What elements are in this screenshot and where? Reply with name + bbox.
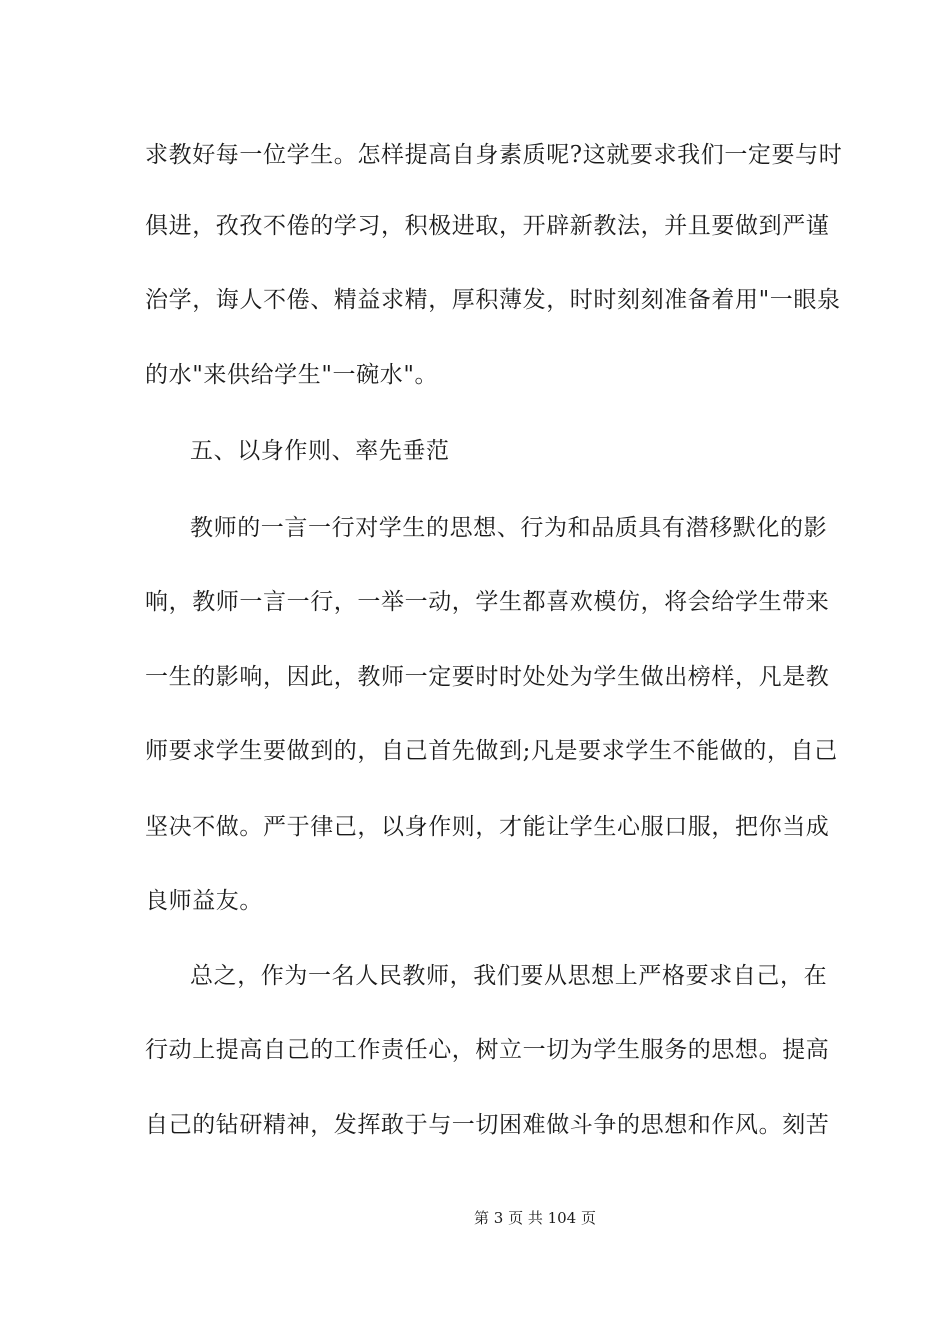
text-line: 良师益友。 bbox=[145, 888, 263, 914]
text-line: 的水"来供给学生"一碗水"。 bbox=[145, 362, 439, 388]
text-line: 自己的钻研精神，发挥敢于与一切困难做斗争的思想和作风。刻苦 bbox=[145, 1112, 830, 1138]
text-line: 行动上提高自己的工作责任心，树立一切为学生服务的思想。提高 bbox=[145, 1037, 830, 1063]
text-line: 治学，诲人不倦、精益求精，厚积薄发，时时刻刻准备着用"一眼泉 bbox=[145, 287, 841, 313]
text-line: 教师的一言一行对学生的思想、行为和品质具有潜移默化的影 bbox=[190, 515, 828, 541]
text-line: 师要求学生要做到的，自己首先做到;凡是要求学生不能做的，自己 bbox=[145, 738, 838, 764]
text-line: 响，教师一言一行，一举一动，学生都喜欢模仿，将会给学生带来 bbox=[145, 589, 830, 615]
text-line: 总之，作为一名人民教师，我们要从思想上严格要求自己，在 bbox=[190, 963, 828, 989]
page-number-footer: 第 3 页 共 104 页 bbox=[473, 1209, 596, 1227]
text-line: 坚决不做。严于律己，以身作则，才能让学生心服口服，把你当成 bbox=[145, 814, 830, 840]
section-heading: 五、以身作则、率先垂范 bbox=[190, 438, 450, 464]
text-line: 一生的影响，因此，教师一定要时时处处为学生做出榜样，凡是教 bbox=[145, 664, 830, 690]
text-line: 求教好每一位学生。怎样提高自身素质呢?这就要求我们一定要与时 bbox=[145, 142, 843, 168]
text-line: 俱进，孜孜不倦的学习，积极进取，开辟新教法，并且要做到严谨 bbox=[145, 213, 830, 239]
